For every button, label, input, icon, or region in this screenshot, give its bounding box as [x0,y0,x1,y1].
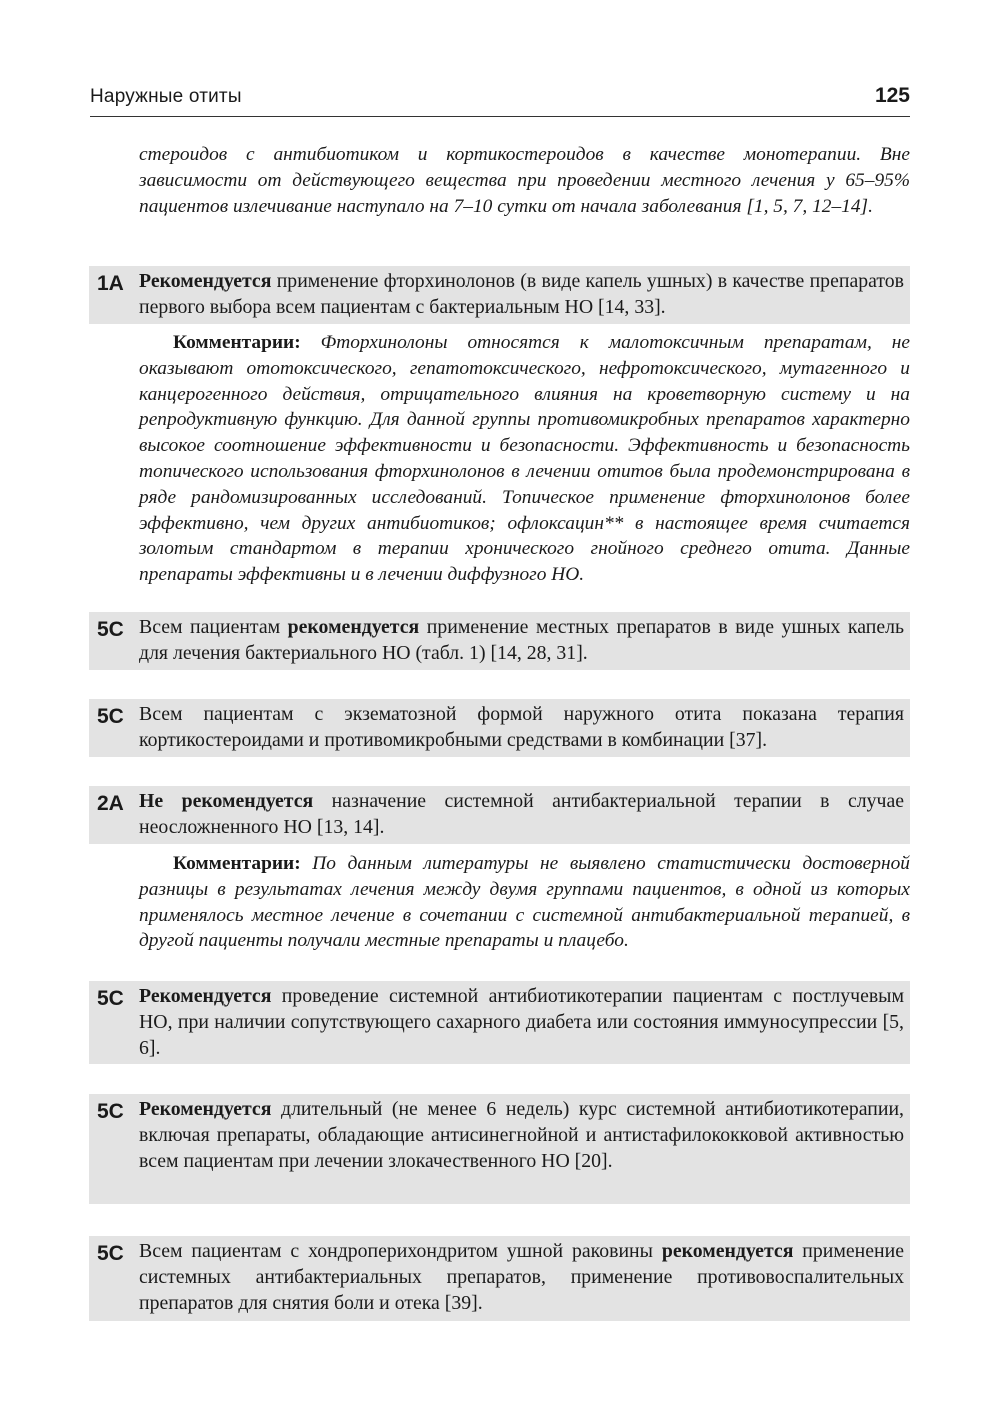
comment-text: Фторхинолоны относятся к малотоксичным препаратам, не оказывают ототоксического, гепатотоксического, нефротоксического, мутагенного и канцерогенного действия, отрицательного влияния на кроветворную систему и на репродуктивную функцию. Для данной группы противомикробных препаратов характерно высокое соотношение эффективности и безопасности. Эффективность и безопасность топического использования фторхинолонов в лечении отитов была продемонстрирована в ряде рандомизированных исследований. Топическое применение фторхинолонов более эффективно, чем других антибиотиков; офлоксацин** в настоящее время считается золотым стандартом в терапии хронического гнойного среднего отита. Данные препараты эффективны и в лечении диффузного НО. [139,332,910,586]
recommendation-5c-eczematous [89,699,910,757]
recommendation-1a [89,266,910,324]
recommendation-text: Рекомендуется проведение системной антибиотикотерапии пациентам с постлучевым НО, при наличии сопутствующего сахарного диабета или состояния иммуносупрессии [5, 6]. [139,985,904,1059]
recommendation-text: Всем пациентам с экзематозной формой наружного отита показана терапия кортикостероидами и противомикробными средствами в комбинации [37]. [139,703,904,751]
recommendation-text: Рекомендуется длительный (не менее 6 недель) курс системной антибиотикотерапии, включая препараты, обладающие антисинегнойной и антистафилококковой активностью всем пациентам при лечении злокачественного НО [20]. [139,1098,904,1172]
evidence-grade: 5C [97,1242,124,1265]
evidence-grade: 5C [97,1100,124,1123]
recommendation-5c-postradiation [89,981,910,1064]
recommendation-5c-perichondritis [89,1236,910,1321]
comment-fluoroquinolones [139,330,910,588]
recommendation-5c-malignant [89,1094,910,1204]
evidence-grade: 2A [97,792,124,815]
evidence-grade: 5C [97,987,124,1010]
recommendation-5c-local-drops [89,612,910,670]
comment-text: По данным литературы не выявлено статистически достоверной разницы в результатах лечения между двумя группами пациентов, в одной из которых применялось местное лечение в сочетании с системной антибактериальной терапией, в другой пациенты получали местные препараты и плацебо. [139,853,910,952]
evidence-grade: 1A [97,272,124,295]
page-number: 125 [874,84,910,107]
comment-systemic-therapy [139,851,910,954]
chapter-title: Наружные отиты [90,86,242,107]
recommendation-text: Всем пациентам с хондроперихондритом ушной раковины рекомендуется применение системных антибактериальных препаратов, применение противовоспалительных препаратов для снятия боли и отека [39]. [139,1240,904,1314]
recommendation-text: Всем пациентам рекомендуется применение местных препаратов в виде ушных капель для лечения бактериального НО (табл. 1) [14, 28, 31]. [139,616,904,664]
intro-paragraph: стероидов с антибиотиком и кортикостероидов в качестве монотерапии. Вне зависимости от действующего вещества при проведении местного лечения у 65–95% пациентов излечивание наступало на 7–10 сутки от начала заболевания [1, 5, 7, 12–14]. [139,144,910,217]
comment-label: Комментарии: [173,332,301,353]
comment-label: Комментарии: [173,853,301,874]
recommendation-2a [89,786,910,844]
evidence-grade: 5C [97,618,124,641]
recommendation-text: Рекомендуется применение фторхинолонов (в виде капель ушных) в качестве препаратов первого выбора всем пациентам с бактериальным НО [14, 33]. [139,270,904,318]
running-header [90,84,910,117]
recommendation-text: Не рекомендуется назначение системной антибактериальной терапии в случае неосложненного НО [13, 14]. [139,790,905,838]
evidence-grade: 5C [97,705,124,728]
